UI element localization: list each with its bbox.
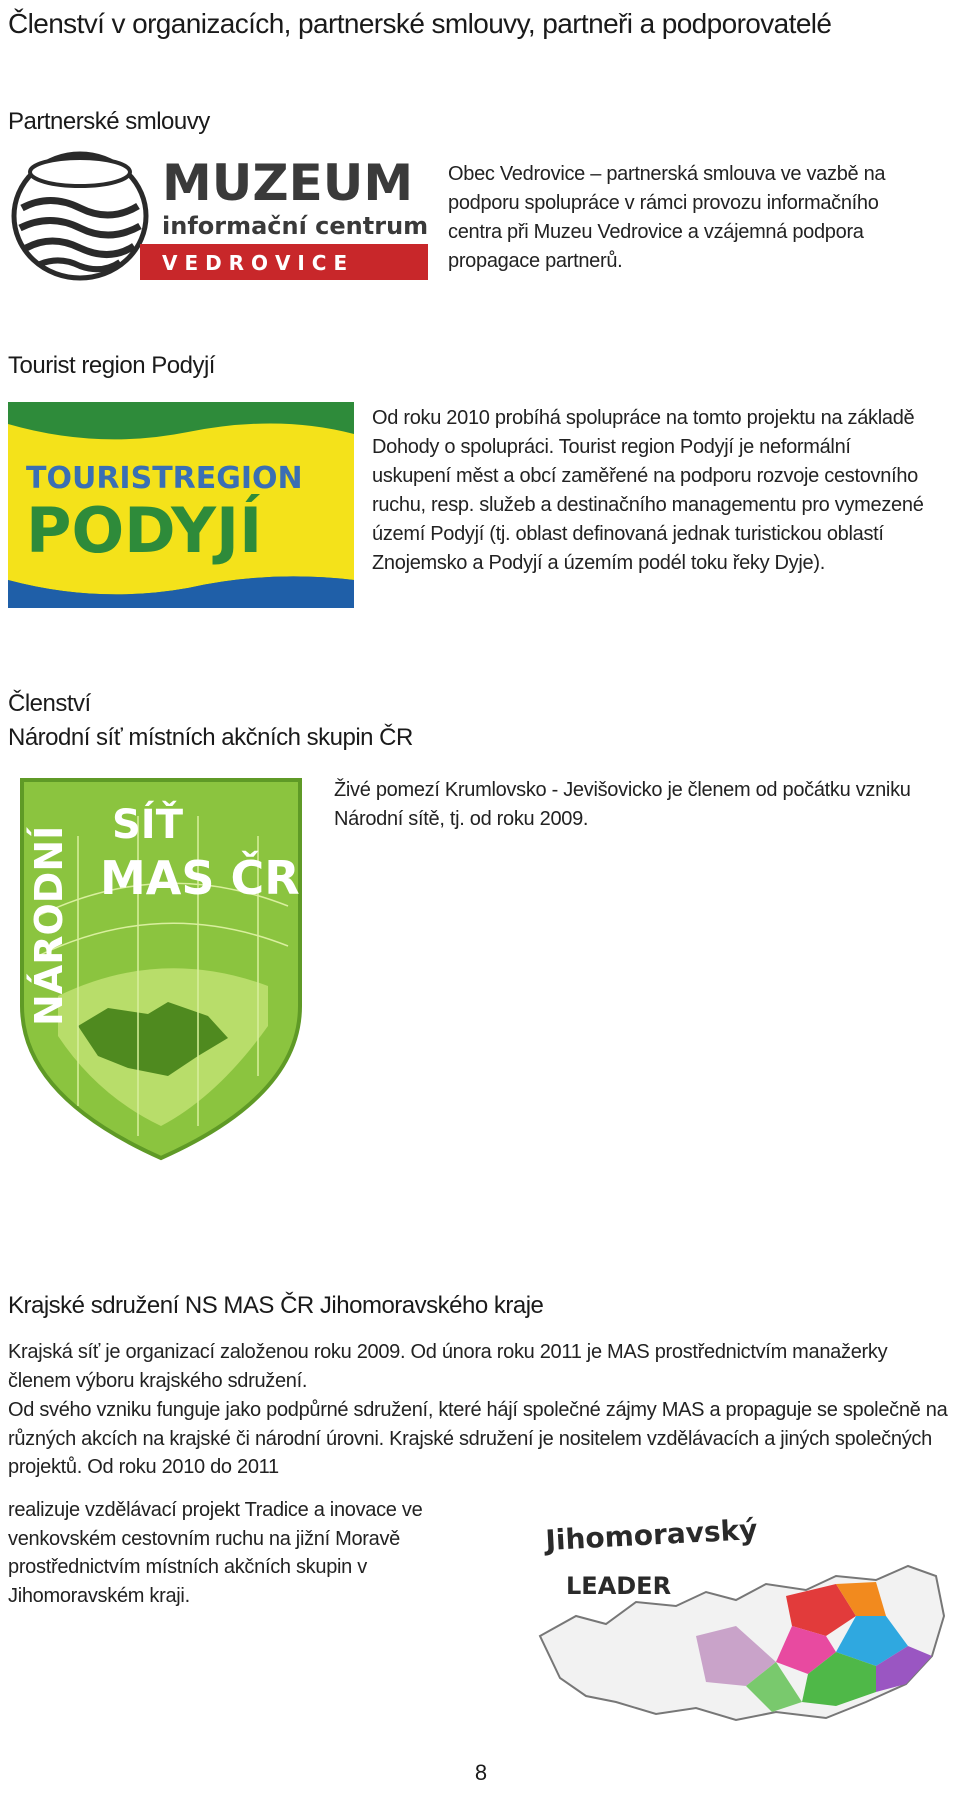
muzeum-logo-line2: informační centrum (162, 212, 429, 240)
membership-text: Živé pomezí Krumlovsko - Jevišovicko je členem od počátku vzniku Národní sítě, tj. od roku 2009. (334, 779, 911, 830)
mas-logo-graphic (18, 776, 304, 1162)
muzeum-logo-line1: MUZEUM (162, 154, 414, 212)
page-title: Členství v organizacích, partnerské smlouvy, partneři a podporovatelé (8, 8, 832, 39)
membership-subheading: Národní síť místních akčních skupin ČR (8, 724, 413, 751)
regional-heading: Krajské sdružení NS MAS ČR Jihomoravského kraje (8, 1292, 544, 1319)
jihomoravsky-logo-line2: LEADER (566, 1572, 672, 1600)
jihomoravsky-logo (536, 1506, 948, 1728)
tourist-text: Od roku 2010 probíhá spolupráce na tomto projektu na základě Dohody o spolupráci. Tourist region Podyjí je neformální uskupení měst a obcí zaměřené na podporu rozvoje cestovního ruchu, resp. služeb a destinačního managementu pro vymezené území Podyjí (tj. oblast definovaná jednak turistickou oblastí Znojemsko a Podyjí a územím podél toku řeky Dyje). (372, 407, 924, 574)
tourist-heading: Tourist region Podyjí (8, 352, 215, 379)
mas-logo-line2: MAS ČR (100, 851, 300, 905)
partner-heading: Partnerské smlouvy (8, 108, 210, 135)
membership-heading: Členství (8, 690, 91, 717)
muzeum-logo (10, 148, 430, 284)
regional-para2a: Od svého vzniku funguje jako podpůrné sdružení, které hájí společné zájmy MAS a propaguje se společně na různých akcích na krajské či národní úrovni. Krajské sdružení je nositelem vzdělávacích a jiných společných projektů. Od roku 2010 do 2011 (8, 1399, 948, 1478)
mas-logo (18, 776, 304, 1162)
muzeum-logo-graphic (10, 148, 430, 284)
partner-text: Obec Vedrovice – partnerská smlouva ve vazbě na podporu spolupráce v rámci provozu informačního centra při Muzeu Vedrovice a vzájemná podpora propagace partnerů. (448, 163, 886, 272)
tourist-logo-line2: PODYJÍ (26, 494, 263, 567)
regional-para2b: realizuje vzdělávací projekt Tradice a inovace ve venkovském cestovním ruchu na jižní Moravě prostřednictvím místních akčních skupin v Jihomoravském kraji. (8, 1499, 423, 1607)
regional-para1: Krajská síť je organizací založenou roku 2009. Od února roku 2011 je MAS prostřednictvím manažerky členem výboru krajského sdružení. (8, 1341, 888, 1392)
pot-icon (14, 154, 146, 278)
muzeum-logo-line3: V E D R O V I C E (162, 251, 348, 275)
tourist-logo-graphic (8, 402, 354, 608)
jihomoravsky-logo-graphic (536, 1506, 948, 1728)
mas-logo-line1: SÍŤ (112, 802, 183, 848)
page-number: 8 (474, 1760, 488, 1785)
tourist-logo-line1: TOURISTREGION (26, 461, 303, 496)
tourist-logo (8, 402, 354, 608)
jihomoravsky-logo-line1: Jihomoravský (544, 1512, 759, 1557)
mas-logo-vertical: NÁRODNÍ (27, 825, 71, 1026)
